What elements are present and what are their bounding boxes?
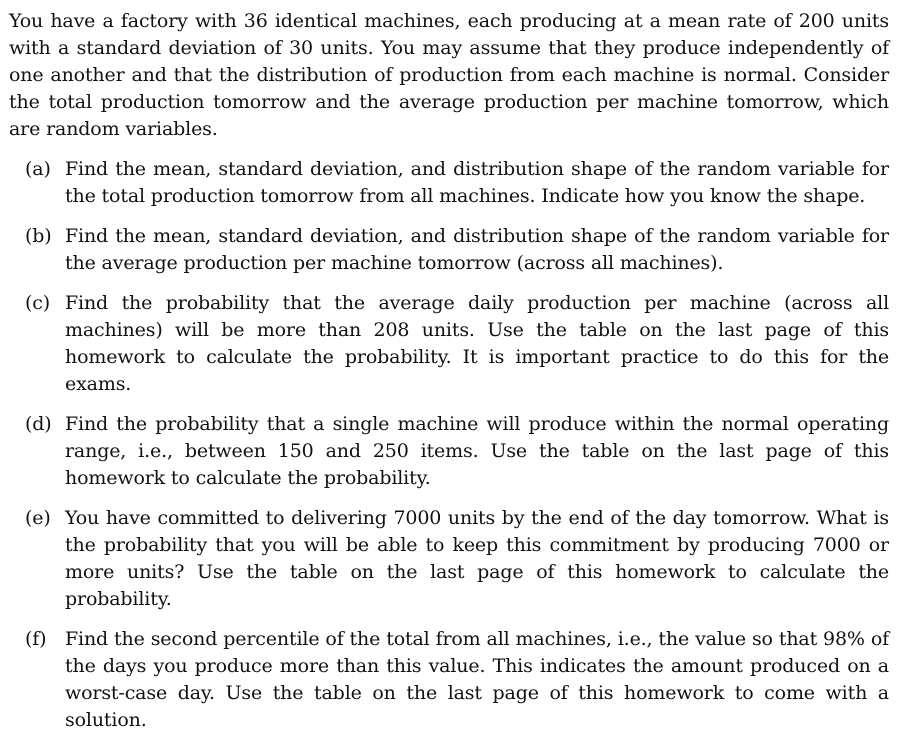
part-label: (f) (25, 628, 47, 650)
part-label: (e) (25, 507, 51, 529)
part-text: You have committed to delivering 7000 units by the end of the day tomorrow. What is the probability that you will be able to keep this commitment by producing 7000 or more units? Use the table on the last page of this homework to calculate the probability. (65, 507, 889, 610)
part-text: Find the mean, standard deviation, and distribution shape of the random variable for the total production tomorrow from all machines. Indicate how you know the shape. (65, 158, 889, 207)
part-text: Find the second percentile of the total from all machines, i.e., the value so that 98% of the days you produce more than this value. This indicates the amount produced on a worst-case day. Use the table on the last page of this homework to come with a solution. (65, 628, 889, 731)
problem-part-f (9, 626, 889, 734)
problem-part-a (9, 156, 889, 210)
problem-part-c (9, 290, 889, 398)
part-text: Find the probability that a single machine will produce within the normal operating range, i.e., between 150 and 250 items. Use the table on the last page of this homework to calculate the probability. (65, 413, 889, 489)
part-label: (b) (25, 225, 52, 247)
part-text: Find the probability that the average daily production per machine (across all machines) will be more than 208 units. Use the table on the last page of this homework to calculate the probability. It is important practice to do this for the exams. (65, 292, 889, 395)
part-label: (c) (25, 292, 51, 314)
part-label: (d) (25, 413, 52, 435)
part-text: Find the mean, standard deviation, and distribution shape of the random variable for the average production per machine tomorrow (across all machines). (65, 225, 889, 274)
problem-part-e (9, 505, 889, 613)
problem-part-b (9, 223, 889, 277)
problem-parts-list (9, 156, 889, 734)
part-label: (a) (25, 158, 51, 180)
problem-intro: You have a factory with 36 identical machines, each producing at a mean rate of 200 units with a standard deviation of 30 units. You may assume that they produce independently of one another and that the distribution of production from each machine is normal. Consider the total production tomorrow and the average production per machine tomorrow, which are random variables. (9, 10, 889, 140)
problem-part-d (9, 411, 889, 492)
homework-problem (9, 8, 889, 747)
